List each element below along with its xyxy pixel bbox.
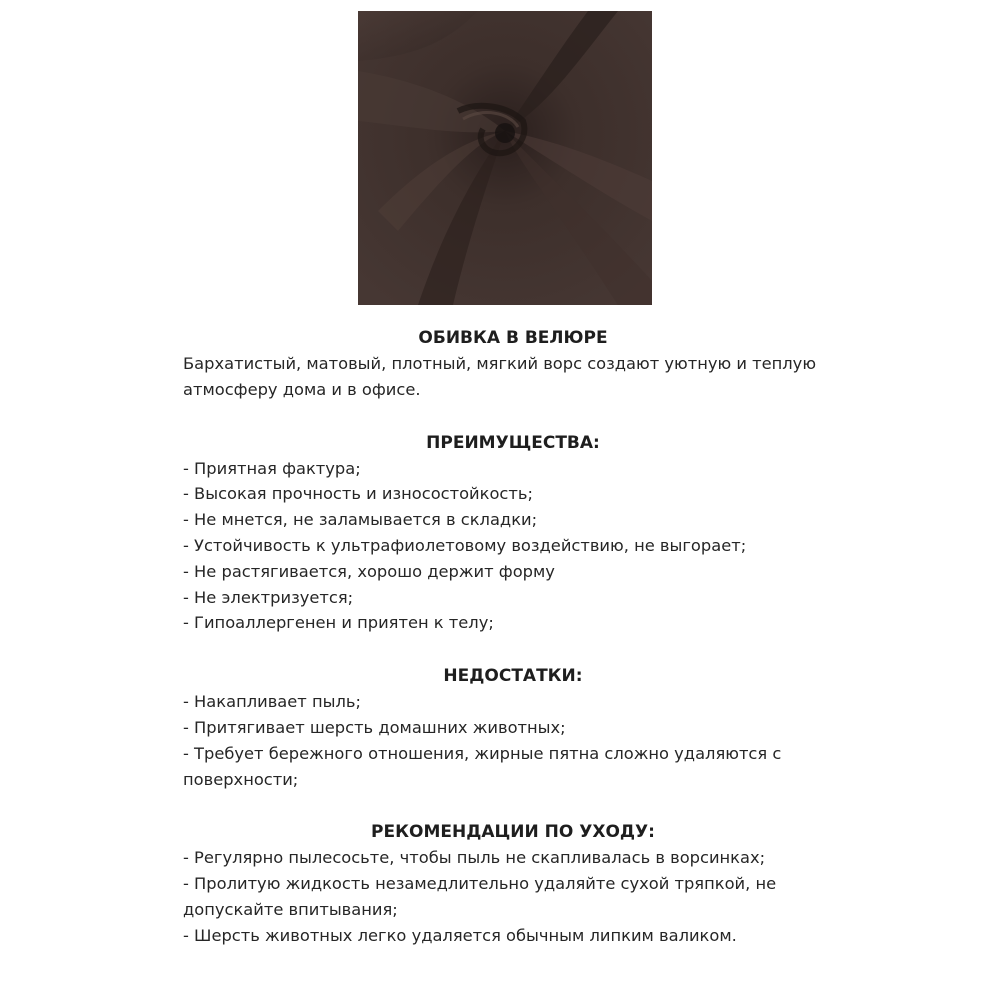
list-item: - Устойчивость к ультрафиолетовому воздействию, не выгорает; bbox=[183, 535, 747, 555]
list-item: - Не растягивается, хорошо держит форму bbox=[183, 561, 555, 581]
fabric-swatch-image bbox=[358, 11, 652, 305]
list-item: - Накапливает пыль; bbox=[183, 692, 361, 712]
disadvantages-title: НЕДОСТАТКИ: bbox=[443, 666, 583, 687]
list-item: - Шерсть животных легко удаляется обычным липким валиком. bbox=[183, 925, 737, 945]
list-item: - Не электризуется; bbox=[183, 587, 354, 607]
list-item: - Притягивает шерсть домашних животных; bbox=[183, 717, 566, 737]
disadvantages-section bbox=[183, 663, 833, 792]
list-item: - Регулярно пылесосьте, чтобы пыль не скапливалась в ворсинках; bbox=[183, 848, 766, 868]
list-item: - Высокая прочность и износостойкость; bbox=[183, 484, 533, 504]
disadvantages-list bbox=[183, 689, 833, 792]
intro-section bbox=[183, 325, 833, 403]
advantages-title: ПРЕИМУЩЕСТВА: bbox=[426, 432, 600, 453]
list-item: - Гипоаллергенен и приятен к телу; bbox=[183, 613, 494, 633]
list-item: - Приятная фактура; bbox=[183, 458, 361, 478]
list-item: - Требует бережного отношения, жирные пятна сложно удаляются с поверхности; bbox=[183, 743, 782, 789]
intro-text: Бархатистый, матовый, плотный, мягкий ворс создают уютную и теплую атмосферу дома и в офисе. bbox=[183, 354, 817, 399]
intro-title: ОБИВКА В ВЕЛЮРЕ bbox=[418, 328, 608, 348]
list-item: - Пролитую жидкость незамедлительно удаляйте сухой тряпкой, не допускайте впитывания; bbox=[183, 874, 777, 919]
care-title: РЕКОМЕНДАЦИИ ПО УХОДУ: bbox=[371, 822, 655, 843]
advantages-list bbox=[183, 456, 833, 637]
care-section bbox=[183, 819, 833, 948]
list-item: - Не мнется, не заламывается в складки; bbox=[183, 510, 538, 530]
care-list bbox=[183, 845, 833, 948]
advantages-section bbox=[183, 430, 833, 637]
description-content bbox=[183, 325, 833, 949]
